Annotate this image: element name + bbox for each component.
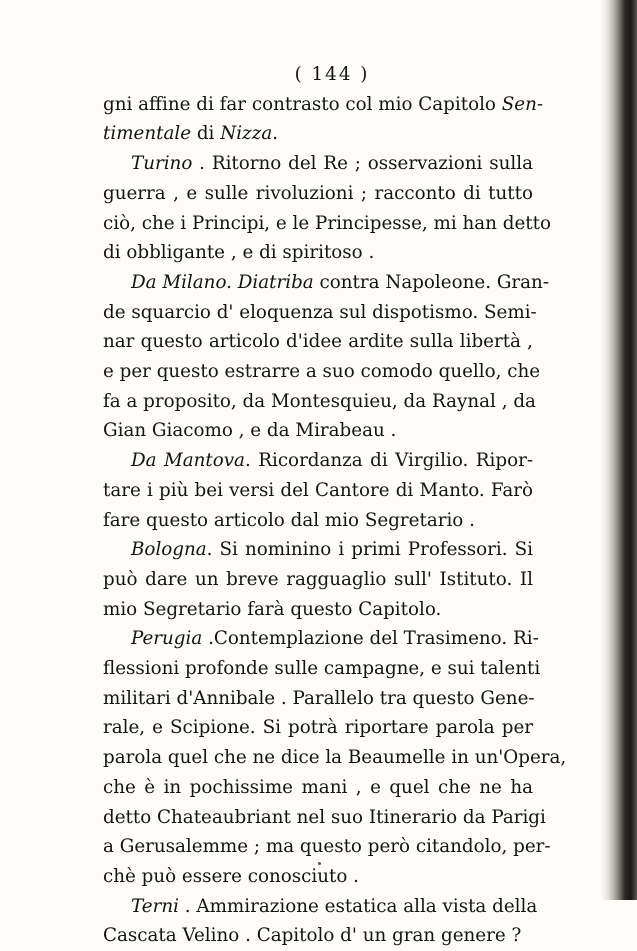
text-run: può dare un breve ragguaglio sull' Istituto. Il	[103, 568, 533, 590]
text-line	[103, 713, 533, 743]
text-line	[103, 298, 537, 328]
italic-text: Da Mantova	[131, 450, 245, 472]
text-run: .	[272, 123, 279, 145]
text-line	[103, 624, 539, 654]
italic-text: Sen-	[501, 93, 544, 115]
italic-text: Turino	[131, 153, 193, 175]
text-run: Gian Giacomo , e da Mirabeau .	[103, 420, 397, 442]
text-run: di obbligante , e di spiritoso .	[103, 242, 375, 264]
page-number: ( 144 )	[294, 64, 370, 85]
text-line	[103, 862, 533, 892]
ink-speck	[318, 862, 321, 865]
text-run: mio Segretario farà questo Capitolo.	[103, 598, 442, 620]
text-run: fare questo articolo dal mio Segretario .	[103, 509, 475, 531]
text-run: tare i più bei versi del Cantore di Manto. Farò	[103, 479, 533, 501]
text-line	[103, 595, 533, 625]
italic-text: Da Milano. Diatriba	[131, 271, 314, 293]
text-run: parola quel che ne dice la Beaumelle in un'Opera,	[103, 747, 567, 769]
text-line	[103, 743, 567, 773]
text-line	[103, 416, 533, 446]
text-run: rale, e Scipione. Si potrà riportare parola per	[103, 717, 533, 739]
italic-text: Perugia	[131, 628, 203, 650]
text-line	[103, 892, 538, 922]
text-run: e per questo estrarre a suo comodo quello, che	[103, 361, 541, 383]
text-line	[103, 90, 544, 120]
text-line	[103, 209, 551, 239]
text-run: di	[191, 123, 221, 145]
text-line	[103, 654, 541, 684]
text-line	[103, 803, 546, 833]
text-run: . Si nominino i primi Professori. Si	[206, 539, 533, 561]
text-line	[103, 149, 533, 179]
text-run: . Ritorno del Re ; osservazioni sulla	[192, 153, 533, 175]
text-line	[103, 476, 533, 506]
text-run: chè può essere conosciuto .	[103, 865, 359, 887]
text-run: contra Napoleone. Gran-	[313, 271, 550, 293]
text-line	[103, 387, 536, 417]
text-line	[103, 684, 533, 714]
text-line	[103, 268, 550, 298]
italic-text: Terni	[131, 895, 179, 917]
text-run: de squarcio d' eloquenza sul dispotismo. Semi-	[103, 301, 537, 323]
text-line	[103, 357, 541, 387]
text-run: . Ammirazione estatica alla vista della	[178, 895, 538, 917]
text-run: Cascata Velino . Capitolo d' un gran genere ?	[103, 925, 522, 947]
text-run: fa a proposito, da Montesquieu, da Raynal , da	[103, 390, 536, 412]
text-run: .Contemplazione del Trasimeno. Ri-	[202, 628, 539, 650]
text-run: gni affine di far contrasto col mio Capitolo	[103, 93, 502, 115]
text-run: ciò, che i Principi, e le Principesse, mi han detto	[103, 212, 551, 234]
text-line	[103, 446, 533, 476]
text-run: detto Chateaubriant nel suo Itinerario da Parigi	[103, 806, 546, 828]
text-run: . Ricordanza di Virgilio. Ripor-	[244, 450, 533, 472]
text-line	[103, 119, 533, 149]
page-text	[103, 60, 567, 951]
text-run: nar questo articolo d'idee ardite sulla libertà ,	[103, 331, 533, 353]
text-line	[103, 565, 533, 595]
book-spine-edge	[601, 0, 637, 900]
text-lines	[103, 90, 567, 951]
italic-text: Bologna	[131, 539, 207, 561]
text-line	[103, 773, 533, 803]
text-line	[103, 327, 533, 357]
text-line	[103, 832, 551, 862]
text-run: a Gerusalemme ; ma questo però citandolo, per-	[103, 836, 551, 858]
italic-text: Nizza	[220, 123, 273, 145]
text-line	[103, 238, 533, 268]
text-run: flessioni profonde sulle campagne, e sui talenti	[103, 658, 541, 680]
italic-text: timentale	[103, 123, 192, 145]
text-run: guerra , e sulle rivoluzioni ; racconto di tutto	[103, 182, 533, 204]
text-line	[103, 506, 533, 536]
text-line	[103, 535, 533, 565]
text-line	[103, 921, 533, 951]
text-line	[103, 179, 533, 209]
text-run: che è in pochissime mani , e quel che ne ha	[103, 776, 533, 798]
text-run: militari d'Annibale . Parallelo tra questo Gene-	[103, 687, 535, 709]
